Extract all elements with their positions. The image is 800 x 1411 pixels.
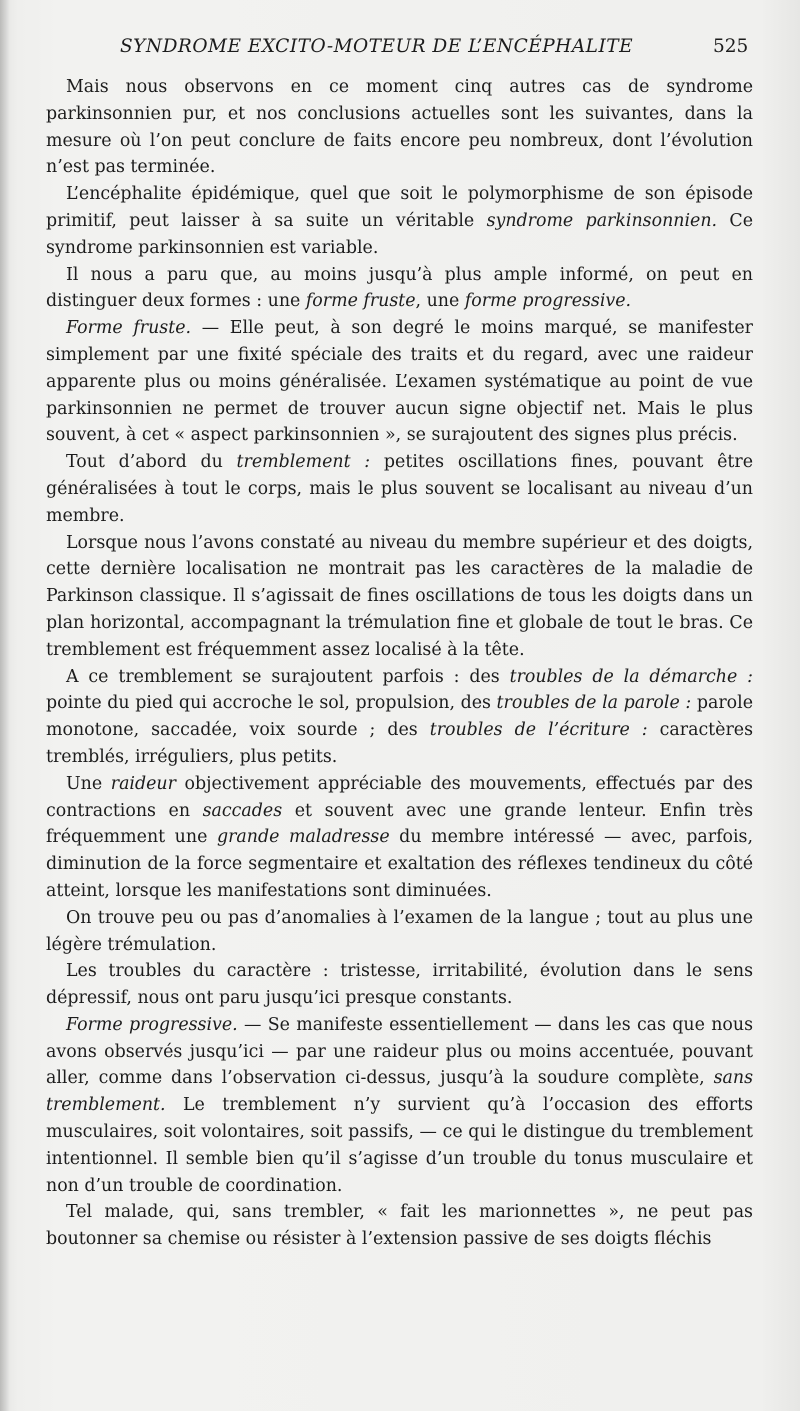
italic-run: Forme fruste. — [66, 318, 192, 339]
running-header — [0, 36, 800, 60]
text-run: Les troubles du caractère : tristesse, irritabilité, évolution dans le sens dépressif, nous ont paru jusqu’ici presque constants. — [46, 961, 753, 1009]
paragraph — [46, 449, 753, 529]
text-run: — Se manifeste essentiellement — dans les cas que nous avons observés jusqu’ici — par une raideur plus ou moins accentuée, pouvant aller, comme dans l’observation ci-dessus, jusqu’à la soudure complète, — [46, 1014, 753, 1089]
text-run: Il nous a paru que, au moins jusqu’à plus ample informé, on peut en distinguer deux formes : une — [46, 264, 753, 312]
italic-run: sans tremblement. — [46, 1068, 753, 1116]
italic-run: saccades — [202, 800, 283, 821]
paragraph — [46, 181, 753, 261]
paragraph — [46, 905, 753, 959]
italic-run: raideur — [110, 773, 176, 794]
paragraph — [46, 262, 753, 316]
text-run: L’encéphalite épidémique, quel que soit le polymorphisme de son épisode primitif, peut laisser à sa suite un véritable — [46, 184, 753, 231]
paragraph — [46, 664, 753, 771]
text-run: Tel malade, qui, sans trembler, « fait les marionnettes », ne peut pas boutonner sa chemise ou résister à l’extension passive de ses doigts fléchis — [46, 1202, 753, 1250]
paragraph — [46, 530, 753, 664]
text-run: Tout d’abord du — [66, 452, 237, 473]
spine-shadow — [0, 0, 10, 1411]
italic-run: tremblement : — [236, 452, 371, 473]
italic-run: troubles de la démarche : — [509, 666, 753, 687]
paragraph — [46, 1012, 753, 1200]
text-run: Mais nous observons en ce moment cinq autres cas de syndrome parkinsonnien pur, et nos conclusions actuelles sont les suivantes, dans la mesure où l’on peut conclure de faits encore peu nombreux, dont l’évolution n’est pas terminée. — [46, 77, 753, 178]
text-run: — Elle peut, à son degré le moins marqué, se manifester simplement par une fixité spéciale des traits et du regard, avec une raideur apparente plus ou moins généralisée. L’examen systématique au point de vue parkinsonnien ne permet de trouver aucun signe objectif net. Mais le plus souvent, à cet « aspect parkinsonnien », se surajoutent des signes plus précis. — [46, 318, 753, 446]
text-run: Ce syndrome parkinsonnien est variable. — [46, 210, 753, 258]
text-run: caractères tremblés, irréguliers, plus petits. — [46, 720, 753, 767]
italic-run: grande maladresse — [216, 827, 390, 848]
paragraph — [46, 958, 753, 1012]
italic-run: forme progressive. — [464, 291, 632, 312]
text-run: Le tremblement n’y survient qu’à l’occasion des efforts musculaires, soit volontaires, soit passifs, — ce qui le distingue du tremblement intentionnel. Il semble bien qu’il s’agisse d’un trouble du tonus musculaire et non d’un trouble de coordination. — [46, 1095, 753, 1196]
paragraph — [46, 315, 753, 449]
text-run: On trouve peu ou pas d’anomalies à l’examen de la langue ; tout au plus une légère trémulation. — [46, 907, 753, 955]
text-run: et souvent avec une grande lenteur. Enfin très fréquemment une — [46, 800, 753, 848]
text-run: A ce tremblement se surajoutent parfois : des — [66, 666, 510, 687]
italic-run: troubles de l’écriture : — [429, 720, 648, 741]
italic-run: troubles de la parole : — [496, 693, 692, 714]
italic-run: forme fruste — [305, 291, 416, 312]
italic-run: syndrome parkinsonnien. — [486, 210, 718, 231]
text-run: pointe du pied qui accroche le sol, propulsion, des — [46, 693, 497, 714]
text-run: objectivement appréciable des mouvements, effectués par des contractions en — [46, 773, 753, 821]
text-run: Lorsque nous l’avons constaté au niveau du membre supérieur et des doigts, cette dernière localisation ne montrait pas les caractères de la maladie de Parkinson classique. Il s’agissait de fines oscillations de tous les doigts dans un plan horizontal, accompagnant la trémulation fine et globale de tout le bras. Ce tremblement est fréquemment assez localisé à la tête. — [46, 532, 753, 660]
paragraph — [46, 1199, 753, 1253]
text-run: , une — [415, 291, 465, 312]
text-run: petites oscillations fines, pouvant être généralisées à tout le corps, mais le plus souvent se localisant au niveau d’un membre. — [46, 452, 753, 526]
running-title: SYNDROME EXCITO-MOTEUR DE L’ENCÉPHALITE — [120, 36, 634, 57]
text-run: parole monotone, saccadée, voix sourde ; des — [46, 693, 753, 741]
paragraph — [46, 771, 753, 905]
text-run: Une — [66, 773, 111, 794]
page-number: 525 — [713, 36, 749, 57]
body-text — [46, 74, 753, 1253]
paragraph — [46, 74, 753, 181]
italic-run: Forme progressive. — [66, 1014, 238, 1035]
text-run: du membre intéressé — avec, parfois, diminution de la force segmentaire et exaltation des réflexes tendineux du côté atteint, lorsque les manifestations sont diminuées. — [46, 827, 753, 901]
